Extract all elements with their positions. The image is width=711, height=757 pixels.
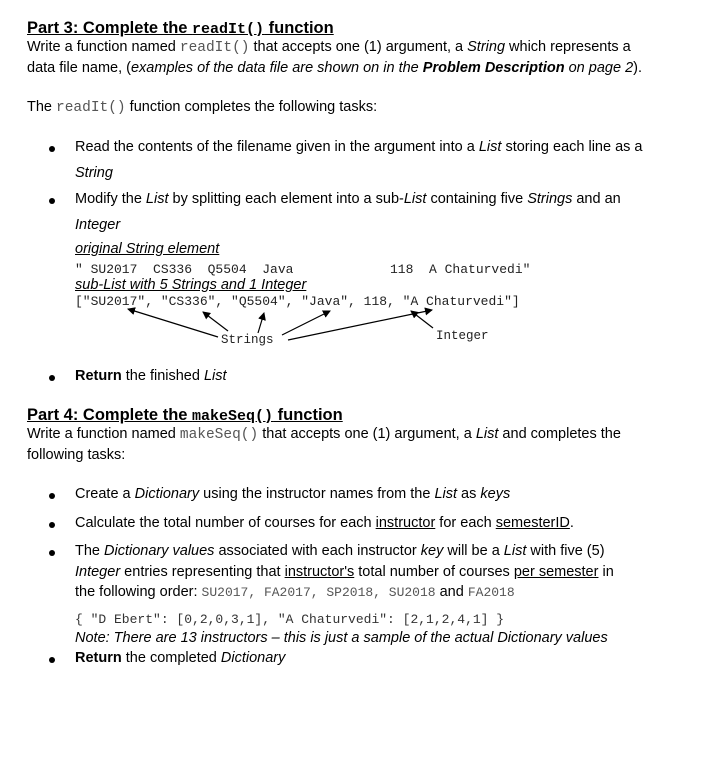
- original-string-label: original String element: [75, 241, 220, 257]
- part3-heading: Part 3: Complete the readIt() function: [27, 19, 334, 38]
- original-string-code-end: 118 A Chaturvedi": [390, 262, 531, 277]
- instructor-note: Note: There are 13 instructors – this is just a sample of the actual Dictionary values: [75, 630, 608, 646]
- bullet: [49, 493, 55, 499]
- arrow-strings-4: [282, 311, 330, 335]
- part4-heading: Part 4: Complete the makeSeq() function: [27, 406, 343, 425]
- strings-label: Strings: [221, 333, 274, 347]
- integer-label: Integer: [436, 329, 489, 343]
- part3-bullet-read-line2: String: [75, 165, 113, 181]
- bullet: [49, 375, 55, 381]
- bullet: [49, 522, 55, 528]
- arrow-strings-2: [203, 312, 228, 331]
- part3-bullet-return: Return the finished List: [75, 368, 227, 384]
- part3-intro-line1: Write a function named readIt() that accepts one (1) argument, a String which represents a: [27, 39, 631, 56]
- part4-bullet-values: The Dictionary values associated with each instructor key will be a List with five (5): [75, 543, 605, 559]
- part4-bullet-calculate: Calculate the total number of courses for each instructor for each semesterID.: [75, 515, 574, 531]
- part4-bullet-return: Return the completed Dictionary: [75, 650, 286, 666]
- arrow-strings-5: [288, 310, 432, 340]
- part3-tasks-intro: The readIt() function completes the following tasks:: [27, 99, 378, 116]
- dictionary-example: { "D Ebert": [0,2,0,3,1], "A Chaturvedi": [2,1,2,4,1] }: [75, 612, 505, 627]
- part3-bullet-modify-line2: Integer: [75, 217, 121, 233]
- sub-list-label: sub-List with 5 Strings and 1 Integer: [75, 277, 307, 293]
- part4-bullet-values-line2: Integer entries representing that instructor's total number of courses per semester in: [75, 564, 614, 580]
- part3-bullet-modify: Modify the List by splitting each element into a sub-List containing five Strings and an: [75, 191, 621, 207]
- arrow-integer: [411, 311, 433, 328]
- part4-bullet-dictionary: Create a Dictionary using the instructor names from the List as keys: [75, 486, 511, 502]
- bullet: [49, 657, 55, 663]
- original-string-code: " SU2017 CS336 Q5504 Java: [75, 262, 294, 277]
- sub-list-code: ["SU2017", "CS336", "Q5504", "Java", 118, "A Chaturvedi"]: [75, 294, 520, 309]
- part4-bullet-values-line3: the following order: SU2017, FA2017, SP2018, SU2018 and FA2018: [75, 584, 515, 600]
- bullet: [49, 550, 55, 556]
- arrow-strings-3: [258, 313, 264, 333]
- part3-intro-line2: data file name, (examples of the data file are shown on in the Problem Description on page 2).: [27, 60, 642, 76]
- part4-intro-line1: Write a function named makeSeq() that accepts one (1) argument, a List and completes the: [27, 426, 621, 443]
- part3-bullet-read: Read the contents of the filename given in the argument into a List storing each line as a: [75, 139, 643, 155]
- part4-intro-line2: following tasks:: [27, 447, 126, 463]
